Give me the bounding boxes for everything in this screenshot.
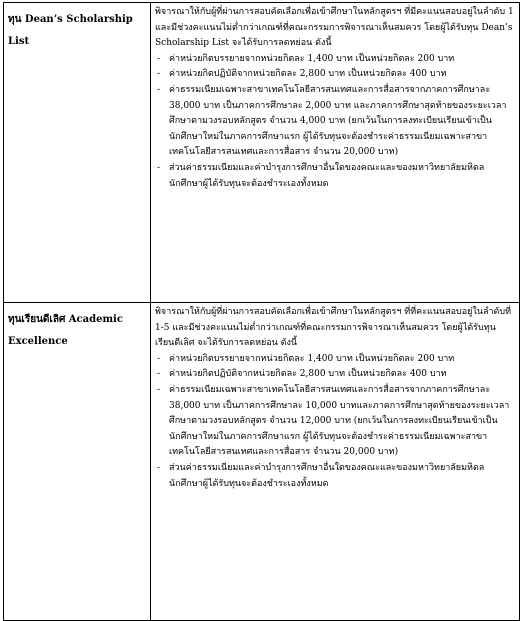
benefit-item: - ค่าหน่วยกิตปฏิบัติจากหน่วยกิตละ 2,800 บาท เป็นหน่วยกิตละ 400 บาท bbox=[155, 67, 515, 83]
scholarship-intro: พิจารณาให้กับผู้ที่ผ่านการสอบคัดเลือกเพื่อเข้าศึกษาในหลักสูตรฯ ที่มีคะแนนสอบอยู่ในลำดับ 1 และมีช่วงคะแนนไม่ต่ำกว่าเกณฑ์ที่คณะกรรมการพิจารณาเห็นสมควร โดยผู้ได้รับทุน Dean’s Scholarship List จะได้รับการลดหย่อน ดังนี้ bbox=[155, 7, 514, 49]
benefit-list bbox=[155, 52, 515, 192]
scholarship-row bbox=[4, 303, 520, 621]
scholarship-name: ทุนเรียนดีเลิศ Academic Excellence bbox=[4, 303, 151, 621]
benefit-list bbox=[155, 352, 515, 492]
scholarship-name: ทุน Dean’s Scholarship List bbox=[4, 3, 151, 303]
scholarship-intro: พิจารณาให้กับผู้ที่ผ่านการสอบคัดเลือกเพื่อเข้าศึกษาในหลักสูตรฯ ที่ที่คะแนนสอบอยู่ในลำดับที่ 1-5 และมีช่วงคะแนนไม่ต่ำกว่าเกณฑ์ที่คณะกรรมการพิจารณาเห็นสมควร โดยผู้ได้รับทุนเรียนดีเลิศ จะได้รับการลดหย่อน ดังนี้ bbox=[155, 307, 512, 349]
benefit-item: - ส่วนค่าธรรมเนียมและค่าบำรุงการศึกษาอื่นใดของคณะและของมหาวิทยาลัยมหิดล นักศึกษาผู้ได้รับทุนจะต้องชำระเองทั้งหมด bbox=[155, 161, 515, 192]
scholarship-detail bbox=[151, 303, 520, 621]
benefit-item: - ค่าหน่วยกิตบรรยายจากหน่วยกิตละ 1,400 บาท เป็นหน่วยกิตละ 200 บาท bbox=[155, 52, 515, 68]
benefit-item: - ค่าหน่วยกิตบรรยายจากหน่วยกิตละ 1,400 บาท เป็นหน่วยกิตละ 200 บาท bbox=[155, 352, 515, 368]
benefit-item: - ส่วนค่าธรรมเนียมและค่าบำรุงการศึกษาอื่นใดของคณะและของมหาวิทยาลัยมหิดล นักศึกษาผู้ได้รับทุนจะต้องชำระเองทั้งหมด bbox=[155, 461, 515, 492]
scholarship-row bbox=[4, 3, 520, 303]
scholarship-detail bbox=[151, 3, 520, 303]
benefit-item: - ค่าธรรมเนียมเฉพาะสาขาเทคโนโลยีสารสนเทศและการสื่อสารจากภาคการศึกษาละ 38,000 บาท เป็นภาคการศึกษาละ 2,000 บาท และภาคการศึกษาสุดท้ายของระยะเวลาศึกษาตามวงรอบหลักสูตร จำนวน 4,000 บาท (ยกเว้นในการลงทะเบียนเรียนเข้าเป็นนักศึกษาใหม่ในภาคการศึกษาแรก ผู้ได้รับทุนจะต้องชำระค่าธรรมเนียมเฉพาะสาขาเทคโนโลยีสารสนเทศและการสื่อสาร จำนวน 20,000 บาท) bbox=[155, 83, 515, 161]
scholarship-table bbox=[3, 2, 520, 621]
benefit-item: - ค่าธรรมเนียมเฉพาะสาขาเทคโนโลยีสารสนเทศและการสื่อสารจากภาคการศึกษาละ 38,000 บาท เป็นภาคการศึกษาละ 10,000 บาทและภาคการศึกษาสุดท้ายของระยะเวลาศึกษาตามวงรอบหลักสูตร จำนวน 12,000 บาท (ยกเว้นในการลงทะเบียนเรียนเข้าเป็นนักศึกษาใหม่ในภาคการศึกษาแรก ผู้ได้รับทุนจะต้องชำระค่าธรรมเนียมเฉพาะสาขาเทคโนโลยีสารสนเทศและการสื่อสาร จำนวน 20,000 บาท) bbox=[155, 383, 515, 461]
benefit-item: - ค่าหน่วยกิตปฏิบัติจากหน่วยกิตละ 2,800 บาท เป็นหน่วยกิตละ 400 บาท bbox=[155, 367, 515, 383]
